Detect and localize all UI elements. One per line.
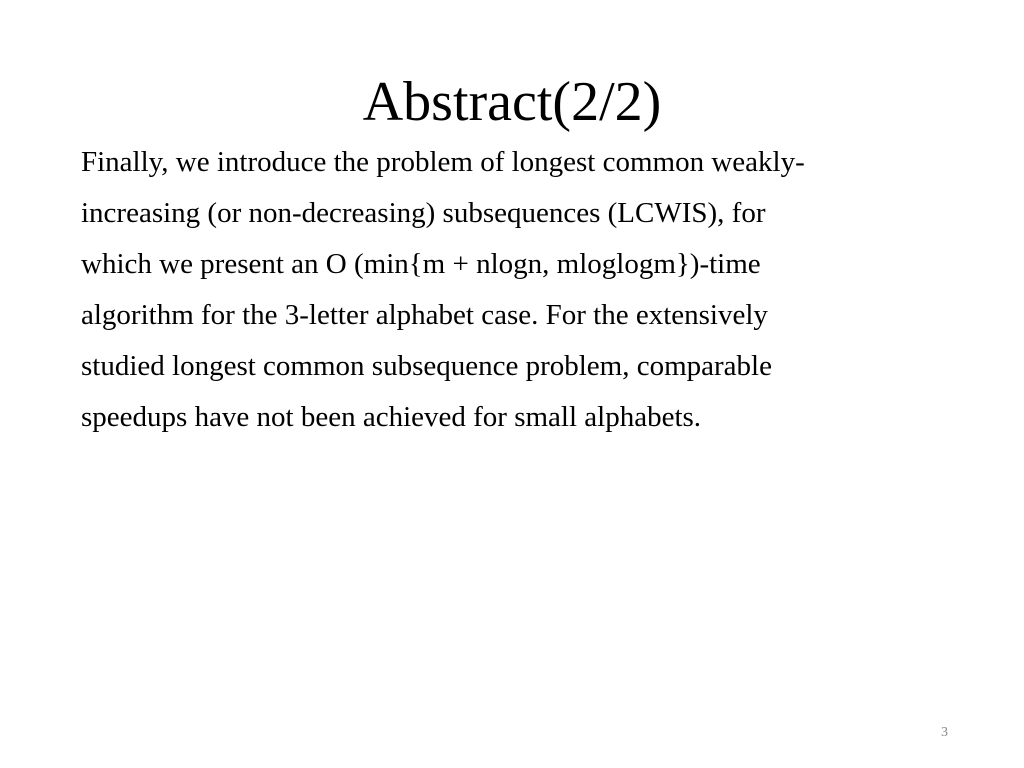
abstract-line: speedups have not been achieved for small alphabets. bbox=[81, 401, 702, 433]
abstract-line: studied longest common subsequence problem, comparable bbox=[81, 350, 772, 382]
abstract-line: algorithm for the 3-letter alphabet case. For the extensively bbox=[81, 299, 768, 331]
abstract-line: increasing (or non-decreasing) subsequences (LCWIS), for bbox=[81, 197, 766, 229]
abstract-paragraph bbox=[81, 137, 941, 443]
slide-number: 3 bbox=[941, 725, 948, 740]
abstract-line: which we present an O (min{m + nlogn, mloglogm})-time bbox=[81, 248, 761, 280]
slide-title: Abstract(2/2) bbox=[362, 70, 662, 133]
abstract-line: Finally, we introduce the problem of longest common weakly- bbox=[81, 146, 805, 178]
